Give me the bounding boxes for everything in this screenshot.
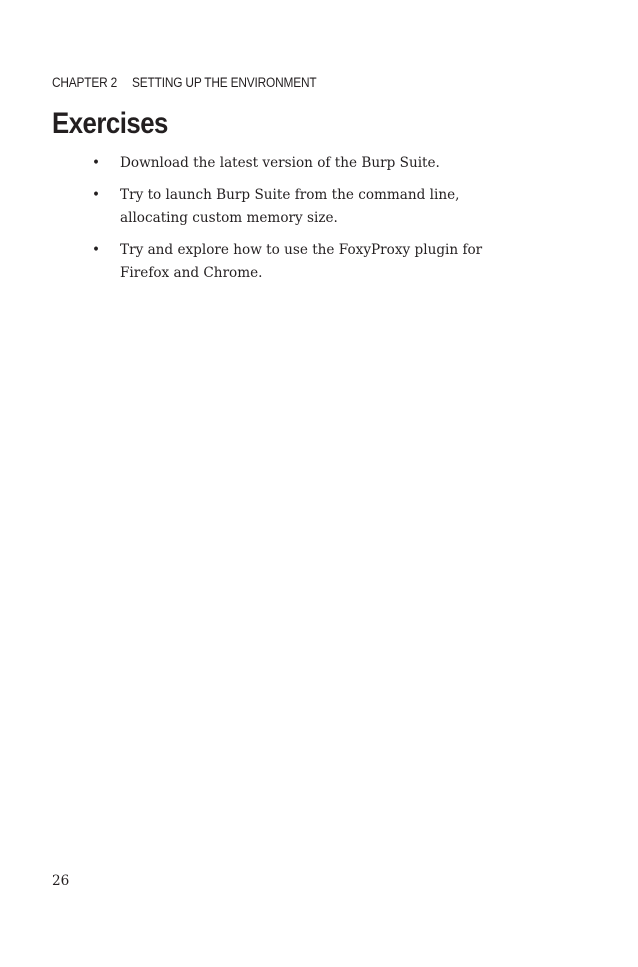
list-item-text: Try and explore how to use the FoxyProxy plugin for Firefox and Chrome. (120, 242, 483, 281)
section-title: Exercises (52, 107, 168, 140)
list-item-text: Download the latest version of the Burp Suite. (120, 155, 440, 171)
bullet-icon: • (92, 155, 101, 171)
bullet-icon: • (92, 242, 101, 258)
exercise-list (0, 152, 638, 294)
running-head (52, 75, 316, 90)
running-head-chapter: CHAPTER 2 (52, 75, 118, 90)
list-item (0, 152, 490, 175)
list-item-text: Try to launch Burp Suite from the command line, allocating custom memory size. (120, 187, 460, 226)
page-number: 26 (52, 873, 70, 889)
bullet-icon: • (92, 187, 101, 203)
running-head-title: SETTING UP THE ENVIRONMENT (132, 75, 317, 90)
list-item (0, 184, 490, 230)
list-item (0, 239, 490, 285)
